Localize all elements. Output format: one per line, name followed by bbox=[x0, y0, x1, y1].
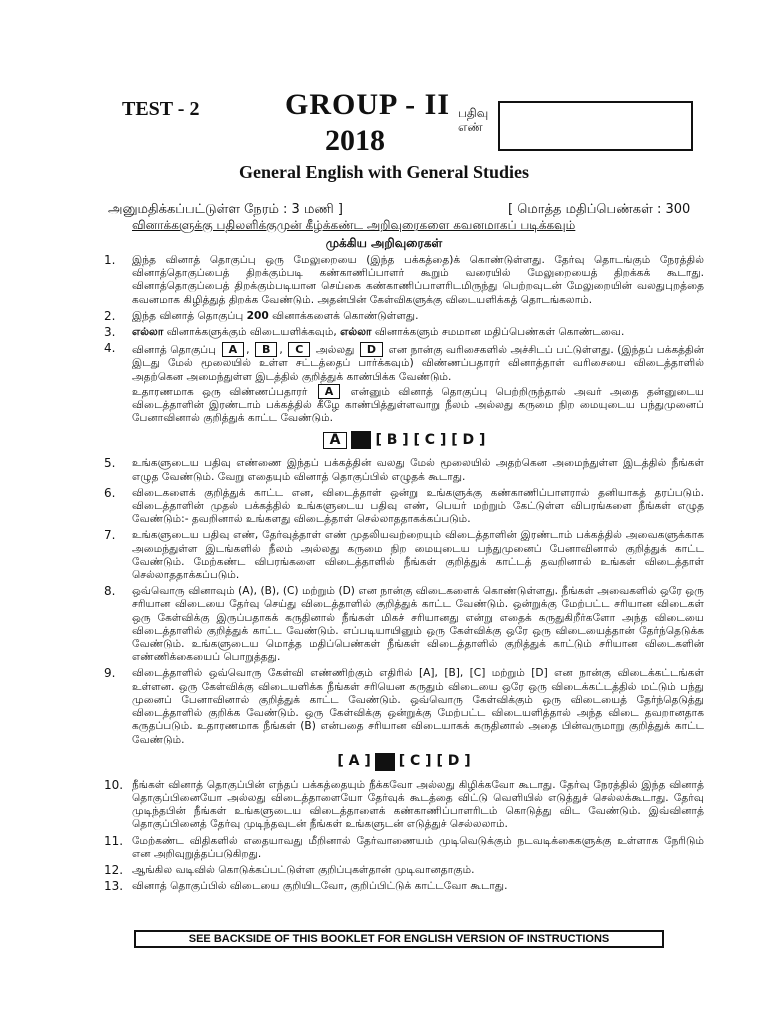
emphasis: எல்லா bbox=[340, 326, 372, 339]
instruction-fragment: வினாக்களைக் கொண்டுள்ளது. bbox=[272, 309, 419, 322]
instruction-number: 11. bbox=[104, 833, 124, 848]
instruction-text: விடைத்தாளில் ஒவ்வொரு கேள்வி எண்ணிற்கும் எதிரில் [A], [B], [C] மற்றும் [D] என நான்கு விடைக்கட்டங்கள் உள்ளன. ஒரு கேள்விக்கு விடையளிக்க நீங்கள் சரியென கருதும் விடையை ஒரே ஒரு விடைக்கட்டத்தில் மட்டும் பந்து முனைப் பேனாவினால் குறித்துக் காட்ட வேண்டும். ஒவ்வொரு கேள்விக்கும் ஒரு விடையைத் தேர்ந்தெடுத்து விடைத்தாளில் குறிக்க வேண்டும். ஒரு கேள்விக்கு ஒன்றுக்கு மேற்பட்ட விடையளித்தால் அந்த விடை தவறானதாக கருதப்படும். உதாரணமாக நீங்கள் (B) என்பதை சரியான விடையாகக் கருதினால் அதை பின்வருமாறு குறித்துக் காட்ட வேண்டும். bbox=[132, 667, 704, 746]
register-label-line1: பதிவு bbox=[458, 106, 489, 120]
instruction-item bbox=[104, 585, 704, 664]
instructions-heading: முக்கிய அறிவுரைகள் bbox=[325, 236, 443, 250]
instruction-text bbox=[132, 326, 704, 339]
instruction-number: 2. bbox=[104, 308, 116, 323]
group-title: GROUP - II bbox=[285, 88, 451, 121]
instruction-item bbox=[104, 310, 704, 323]
example-marking-2 bbox=[104, 753, 704, 771]
instruction-number: 5. bbox=[104, 456, 116, 471]
example-options-cd: [ C ] [ D ] bbox=[398, 753, 471, 770]
test-label: TEST - 2 bbox=[122, 98, 200, 120]
filled-bubble bbox=[351, 431, 371, 449]
filled-bubble bbox=[375, 753, 395, 771]
year-title: 2018 bbox=[325, 124, 385, 157]
example-series-box: A bbox=[318, 384, 341, 399]
example-marking-1 bbox=[104, 431, 704, 449]
instruction-item bbox=[104, 880, 704, 893]
series-box-a: A bbox=[222, 342, 245, 357]
instruction-item bbox=[104, 667, 704, 746]
example-option-a: [ A ] bbox=[337, 753, 371, 770]
read-instructions-note: வினாக்களுக்கு பதிலளிக்குமுன் கீழ்க்கண்ட அறிவுரைகளை கவனமாகப் படிக்கவும் bbox=[132, 218, 576, 232]
english-version-banner: SEE BACKSIDE OF THIS BOOKLET FOR ENGLISH VERSION OF INSTRUCTIONS bbox=[134, 930, 664, 948]
instruction-fragment: என்னும் வினாத் தொகுப்பு பெற்றிருந்தால் அவர் அதை தன்னுடைய விடைத்தாளின் இரண்டாம் பக்கத்தில் கீழே காண்பித்துள்ளவாறு நீலம் அல்லது கருமை நிற மையுடைய பந்துமுனைப் பேனாவினால் குறித்துக் காட்ட வேண்டும். bbox=[132, 385, 704, 425]
instruction-item bbox=[104, 529, 704, 582]
question-count: 200 bbox=[246, 309, 269, 322]
total-marks: [ மொத்த மதிப்பெண்கள் : 300 bbox=[508, 202, 691, 217]
instruction-text: ஆங்கில வடிவில் கொடுக்கப்பட்டுள்ள குறிப்புகள்தான் முடிவானதாகும். bbox=[132, 863, 475, 876]
instruction-fragment: வினாக்களும் சமமான மதிப்பெண்கள் கொண்டவை. bbox=[374, 326, 625, 339]
register-number-box[interactable] bbox=[498, 101, 693, 151]
instruction-text: ஒவ்வொரு வினாவும் (A), (B), (C) மற்றும் (D) என நான்கு விடைகளைக் கொண்டுள்ளது. நீங்கள் அவைகளில் ஒரே ஒரு சரியான விடையை தேர்வு செய்து விடைத்தாளில் குறித்துக் காட்ட வேண்டும். ஒன்றுக்கு மேற்பட்ட சரியான விடைகள் ஒரு கேள்விக்கு இருப்பதாகக் கருதினால் நீங்கள் மிகச் சரியானது என்று எதைக் கருதுகிறீர்களோ அந்த விடையை விடைத்தாளில் குறித்துக் காட்ட வேண்டும். எப்படியாயினும் ஒரு கேள்விக்கு ஒரே ஒரு விடையைத்தான் தேர்ந்தெடுக்க வேண்டும். உங்களுடைய மொத்த மதிப்பெண்கள் நீங்கள் விடைத்தாளில் குறித்துக் காட்டும் சரியான விடைகளின் எண்ணிக்கையைப் பொறுத்தது. bbox=[132, 585, 704, 664]
instruction-fragment: வினாத் தொகுப்பு bbox=[132, 344, 217, 357]
instruction-text: உங்களுடைய பதிவு எண், தேர்வுத்தாள் எண் முதலியவற்றையும் விடைத்தாளின் இரண்டாம் பக்கத்தில் அவைகளுக்காக அமைந்துள்ள இடங்களில் நீலம் அல்லது கருமை நிற மையுடைய பந்துமுனைப் பேனாவினால் குறித்துக் காட்ட வேண்டும். மேற்கண்ட விபரங்களை விடைத்தாளில் நீங்கள் குறித்துக் காட்டத் தவறினால் உங்கள் விடைத்தாள் செல்லாததாக்கப்படும். bbox=[132, 529, 704, 582]
instruction-text bbox=[132, 310, 704, 323]
instruction-item bbox=[104, 779, 704, 832]
instruction-fragment: என நான்கு வரிசைகளில் அச்சிடப் பட்டுள்ளது. (இந்தப் பக்கத்தின் இடது மேல் மூலையில் உள்ள சட்டத்தைப் பார்க்கவும்) விண்ணப்பதாரர் வினாத்தாள் வரிசையை விடைத்தாளில் அதற்கென அமைந்துள்ள இடத்தில் குறித்துக் காண்பிக்க வேண்டும். bbox=[132, 344, 704, 383]
instruction-number: 8. bbox=[104, 584, 116, 599]
instruction-text: இந்த வினாத் தொகுப்பு ஒரு மேலுறையை (இந்த பக்கத்தை)க் கொண்டுள்ளது. தேர்வு தொடங்கும் நேரத்தில் வினாத்தொகுப்பைத் திறக்கும்படி கண்காணிப்பாளர் கூறும் வரையில் மேலுறையைத் திறக்கக் கூடாது. வினாத்தொகுப்பைத் திறக்கும்படியான செய்கை கண்காணிப்பாளரிடமிருந்து பெற்றவுடன் மேலுறையின் வலதுபுறத்தை கவனமாக கிழித்துத் திறக்க வேண்டும். அதன்பின் கேள்விகளுக்கு விடையளிக்கத் தொடங்கலாம். bbox=[132, 254, 704, 306]
instruction-text: மேற்கண்ட விதிகளில் எதையாவது மீறினால் தேர்வாணையம் முடிவெடுக்கும் நடவடிக்கைகளுக்கு உள்ளாக நேரிடும் என அறிவுறுத்தப்படுகிறது. bbox=[132, 834, 704, 860]
instruction-item bbox=[104, 487, 704, 527]
time-allowed: அனுமதிக்கப்பட்டுள்ள நேரம் : 3 மணி ] bbox=[108, 202, 343, 217]
instruction-item bbox=[104, 254, 704, 307]
instruction-number: 7. bbox=[104, 528, 116, 543]
series-box-d: D bbox=[360, 342, 383, 357]
register-label-line2: எண் bbox=[458, 120, 483, 134]
series-box-c: C bbox=[288, 342, 310, 357]
instructions-list bbox=[104, 254, 704, 896]
instruction-number: 6. bbox=[104, 485, 116, 500]
emphasis: எல்லா bbox=[132, 326, 164, 339]
instruction-text: வினாத் தொகுப்பு A , B , C அல்லது D என நான்கு வரிசைகளில் அச்சிடப் பட்டுள்ளது. (இந்தப் பக்கத்தின் இடது மேல் மூலையில் உள்ள சட்டத்தைப் பார்க்கவும்) விண்ணப்பதாரர் வினாத்தாள் வரிசையை விடைத்தாளில் அதற்கென அமைந்துள்ள இடத்தில் குறித்துக் காண்பிக்க வேண்டும். உதாரணமாக ஒரு விண்ணப்பதாரர் A என்னும் வினாத் தொகுப்பு பெற்றிருந்தால் அவர் அதை தன்னுடைய விடைத்தாளின் இரண்டாம் பக்கத்தில் கீழே காண்பித்துள்ளவாறு நீலம் அல்லது கருமை நிற மையுடைய பந்துமுனைப் பேனாவினால் குறித்துக் காட்ட வேண்டும். bbox=[132, 343, 704, 425]
series-box-b: B bbox=[255, 342, 277, 357]
register-number-label bbox=[458, 106, 488, 134]
instruction-fragment: இந்த வினாத் தொகுப்பு bbox=[132, 309, 244, 322]
instruction-number: 10. bbox=[104, 777, 124, 792]
instruction-item bbox=[104, 326, 704, 339]
instruction-item bbox=[104, 342, 704, 425]
instruction-number: 1. bbox=[104, 253, 116, 267]
instruction-text: நீங்கள் வினாத் தொகுப்பின் எந்தப் பக்கத்தையும் நீக்கவோ அல்லது கிழிக்கவோ கூடாது. தேர்வு நேரத்தில் இந்த வினாத் தொகுப்பினையோ அல்லது விடைத்தாளையோ தேர்வுக் கூடத்தை விட்டு வெளியில் எடுத்துச் செல்லக்கூடாது. தேர்வு முடிந்தபின் நீங்கள் உங்களுடைய விடைத்தாளைக் கண்காணிப்பாளரிடம் கொடுத்து விட வேண்டும். இவ்வினாத் தொகுப்பினைத் தேர்வு முடிந்தவுடன் நீங்கள் உங்களுடன் எடுத்துச் செல்லலாம். bbox=[132, 778, 704, 831]
instruction-number: 13. bbox=[104, 879, 124, 894]
instruction-text: விடைகளைக் குறித்துக் காட்ட என, விடைத்தாள் ஒன்று உங்களுக்கு கண்காணிப்பாளரால் தனியாகத் தரப்படும். விடைத்தாளின் முதல் பக்கத்தில் உங்களுடைய பதிவு எண், பெயர் மற்றும் கேட்டுள்ள விபரங்களை நீங்கள் எழுத வேண்டும்:- தவறினால் உங்களது விடைத்தாள் செல்லாததாகக்கப்படும். bbox=[132, 486, 704, 526]
instruction-fragment: அல்லது bbox=[315, 344, 355, 357]
instruction-number: 9. bbox=[104, 666, 116, 681]
instruction-item bbox=[104, 864, 704, 877]
instruction-fragment: வினாக்களுக்கும் விடையளிக்கவும், bbox=[166, 326, 337, 339]
instruction-item bbox=[104, 835, 704, 861]
instruction-number: 3. bbox=[104, 325, 116, 340]
instruction-fragment: உதாரணமாக ஒரு விண்ணப்பதாரர் bbox=[132, 385, 308, 398]
instruction-number: 12. bbox=[104, 862, 124, 877]
instruction-text: உங்களுடைய பதிவு எண்ணை இந்தப் பக்கத்தின் வலது மேல் மூலையில் அதற்கென அமைந்துள்ள இடத்தில் நீங்கள் எழுத வேண்டும். வேறு எதையும் வினாத் தொகுப்பில் எழுதக் கூடாது. bbox=[132, 457, 704, 483]
instruction-item bbox=[104, 457, 704, 483]
example-remaining-options: [ B ] [ C ] [ D ] bbox=[375, 431, 486, 448]
instruction-text: வினாத் தொகுப்பில் விடையை குறியிடவோ, குறிப்பிட்டுக் காட்டவோ கூடாது. bbox=[132, 880, 508, 893]
example-box-a: A bbox=[323, 432, 348, 449]
instruction-number: 4. bbox=[104, 341, 116, 356]
paper-subtitle: General English with General Studies bbox=[238, 162, 530, 182]
